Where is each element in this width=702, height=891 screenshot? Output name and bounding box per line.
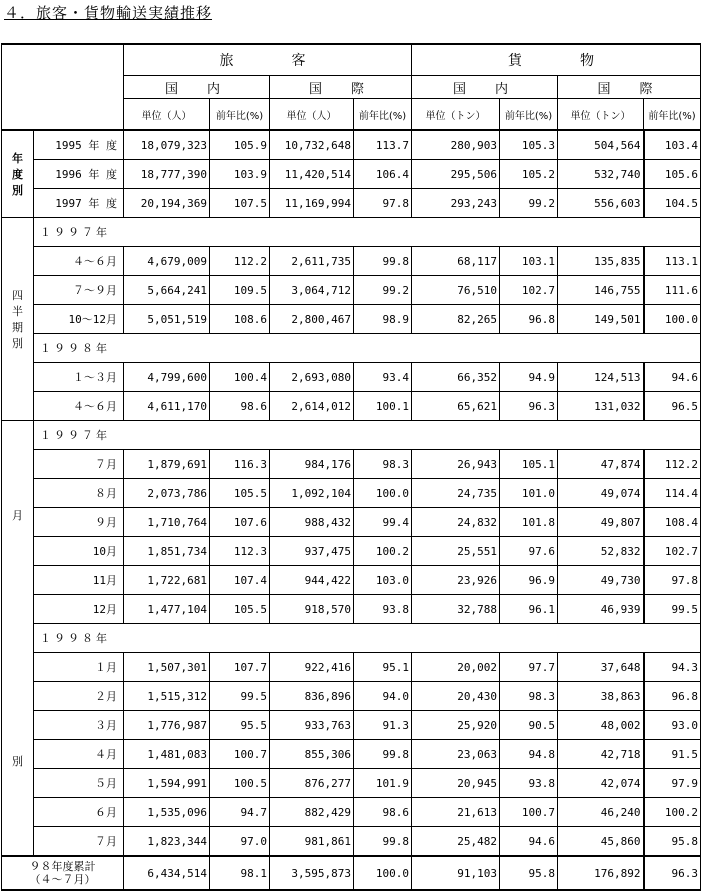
cell-c-dom: 68,117: [412, 247, 500, 276]
cell-p-int-r: 98.6: [354, 798, 412, 827]
cell-p-dom-r: 99.5: [210, 682, 270, 711]
table-row: [2, 595, 701, 624]
cell-c-int-r: 94.3: [644, 653, 701, 682]
row-label: ９月: [34, 508, 124, 537]
transport-results-table: [1, 43, 701, 891]
cell-p-dom: 20,194,369: [124, 189, 210, 218]
row-label: ３月: [34, 711, 124, 740]
cell-c-int: 46,939: [558, 595, 644, 624]
cell-c-dom: 32,788: [412, 595, 500, 624]
cell-c-int-r: 102.7: [644, 537, 701, 566]
total-row: [2, 856, 701, 890]
row-label: 12月: [34, 595, 124, 624]
cell-p-int: 937,475: [270, 537, 354, 566]
cell-c-dom: 293,243: [412, 189, 500, 218]
yoy-header: 前年比(%): [500, 99, 558, 131]
year-label: １９９７年: [34, 218, 701, 247]
cell-c-int: 532,740: [558, 160, 644, 189]
cell-p-dom: 1,477,104: [124, 595, 210, 624]
header-passenger-domestic: 国 内: [124, 76, 270, 99]
cell-p-dom: 1,776,987: [124, 711, 210, 740]
table-row: [2, 130, 701, 160]
cell-c-int: 47,874: [558, 450, 644, 479]
cell-p-int-r: 99.8: [354, 827, 412, 857]
cell-p-int: 981,861: [270, 827, 354, 857]
cell-c-int: 49,807: [558, 508, 644, 537]
cell-c-int-r: 105.6: [644, 160, 701, 189]
cell-c-dom: 20,002: [412, 653, 500, 682]
cell-p-dom-r: 105.5: [210, 479, 270, 508]
cell-c-dom-r: 94.9: [500, 363, 558, 392]
cell-c-dom: 26,943: [412, 450, 500, 479]
cell-c-dom-r: 105.1: [500, 450, 558, 479]
cell-c-dom-r: 93.8: [500, 769, 558, 798]
cell-c-int: 38,863: [558, 682, 644, 711]
year-label: １９９７年: [34, 421, 701, 450]
cell-c-int: 48,002: [558, 711, 644, 740]
row-label: 10～12月: [34, 305, 124, 334]
cell-p-int-r: 101.9: [354, 769, 412, 798]
cell-c-dom-r: 96.1: [500, 595, 558, 624]
year-label: １９９８年: [34, 624, 701, 653]
table-row: [2, 247, 701, 276]
cell-p-dom: 4,679,009: [124, 247, 210, 276]
cell-c-dom: 24,832: [412, 508, 500, 537]
cell-c-dom-r: 102.7: [500, 276, 558, 305]
table-row: [2, 450, 701, 479]
cell-p-int: 876,277: [270, 769, 354, 798]
cell-p-dom-r: 98.6: [210, 392, 270, 421]
cell-c-int-r: 108.4: [644, 508, 701, 537]
cell-p-int-r: 98.3: [354, 450, 412, 479]
cell-c-dom: 82,265: [412, 305, 500, 334]
table-row: [2, 769, 701, 798]
cell-c-int: 49,074: [558, 479, 644, 508]
cell-c-dom-r: 94.6: [500, 827, 558, 857]
row-label: １月: [34, 653, 124, 682]
cell-c-int: 131,032: [558, 392, 644, 421]
total-c-dom-r: 95.8: [500, 856, 558, 890]
cell-p-int-r: 94.0: [354, 682, 412, 711]
cell-p-int: 11,420,514: [270, 160, 354, 189]
unit-header: 単位（トン）: [412, 99, 500, 131]
cell-p-int: 944,422: [270, 566, 354, 595]
cell-c-dom-r: 101.0: [500, 479, 558, 508]
cell-c-dom-r: 105.2: [500, 160, 558, 189]
section-fiscal-year: 年 度 別: [2, 130, 34, 218]
cell-c-int: 504,564: [558, 130, 644, 160]
cell-c-dom: 25,920: [412, 711, 500, 740]
table-row: [2, 798, 701, 827]
cell-p-dom: 18,777,390: [124, 160, 210, 189]
row-label: ４～６月: [34, 247, 124, 276]
row-label: ６月: [34, 798, 124, 827]
cell-p-dom: 1,507,301: [124, 653, 210, 682]
cell-c-dom: 76,510: [412, 276, 500, 305]
header-passenger: 旅 客: [124, 44, 412, 76]
cell-p-int-r: 100.0: [354, 479, 412, 508]
cell-p-int-r: 113.7: [354, 130, 412, 160]
table-row: [2, 160, 701, 189]
cell-p-dom-r: 97.0: [210, 827, 270, 857]
row-label: １～３月: [34, 363, 124, 392]
cell-p-dom-r: 116.3: [210, 450, 270, 479]
cell-p-dom: 18,079,323: [124, 130, 210, 160]
total-c-int: 176,892: [558, 856, 644, 890]
cell-c-dom-r: 98.3: [500, 682, 558, 711]
cell-c-int-r: 94.6: [644, 363, 701, 392]
total-p-int: 3,595,873: [270, 856, 354, 890]
cell-p-int: 933,763: [270, 711, 354, 740]
cell-p-dom: 1,594,991: [124, 769, 210, 798]
cell-p-dom: 4,799,600: [124, 363, 210, 392]
cell-p-dom-r: 103.9: [210, 160, 270, 189]
cell-p-int-r: 93.8: [354, 595, 412, 624]
cell-c-dom: 66,352: [412, 363, 500, 392]
cell-c-dom-r: 96.9: [500, 566, 558, 595]
table-row: [2, 305, 701, 334]
year-label-row: [2, 421, 701, 450]
cell-c-dom: 23,063: [412, 740, 500, 769]
cell-p-int-r: 95.1: [354, 653, 412, 682]
row-label: ４～６月: [34, 392, 124, 421]
row-label: ８月: [34, 479, 124, 508]
cell-p-dom: 2,073,786: [124, 479, 210, 508]
cell-c-int: 49,730: [558, 566, 644, 595]
cell-c-dom-r: 96.8: [500, 305, 558, 334]
cell-c-int-r: 112.2: [644, 450, 701, 479]
header-cargo-international: 国 際: [558, 76, 701, 99]
header-cargo-domestic: 国 内: [412, 76, 558, 99]
cell-c-dom: 295,506: [412, 160, 500, 189]
row-label: 1997 年 度: [34, 189, 124, 218]
table-row: [2, 392, 701, 421]
header-passenger-international: 国 際: [270, 76, 412, 99]
cell-p-dom: 5,664,241: [124, 276, 210, 305]
yoy-header: 前年比(%): [354, 99, 412, 131]
cell-c-dom: 65,621: [412, 392, 500, 421]
cell-c-int: 135,835: [558, 247, 644, 276]
cell-c-dom-r: 97.7: [500, 653, 558, 682]
cell-c-int-r: 100.0: [644, 305, 701, 334]
cell-p-dom-r: 107.4: [210, 566, 270, 595]
yoy-header: 前年比(%): [210, 99, 270, 131]
cell-p-int: 2,800,467: [270, 305, 354, 334]
cell-c-int: 46,240: [558, 798, 644, 827]
table-row: [2, 566, 701, 595]
row-label: 11月: [34, 566, 124, 595]
cell-c-dom: 25,482: [412, 827, 500, 857]
cell-c-dom-r: 97.6: [500, 537, 558, 566]
cell-p-dom-r: 107.7: [210, 653, 270, 682]
cell-p-int-r: 99.4: [354, 508, 412, 537]
row-label: 1995 年 度: [34, 130, 124, 160]
cell-p-dom-r: 112.2: [210, 247, 270, 276]
cell-c-int: 42,074: [558, 769, 644, 798]
total-p-dom: 6,434,514: [124, 856, 210, 890]
cell-p-dom-r: 105.5: [210, 595, 270, 624]
cell-c-int-r: 114.4: [644, 479, 701, 508]
row-label: 1996 年 度: [34, 160, 124, 189]
cell-p-int-r: 99.2: [354, 276, 412, 305]
cell-p-dom: 1,535,096: [124, 798, 210, 827]
total-p-dom-r: 98.1: [210, 856, 270, 890]
cell-c-dom-r: 99.2: [500, 189, 558, 218]
year-label-row: [2, 334, 701, 363]
cell-p-int: 882,429: [270, 798, 354, 827]
table-row: [2, 479, 701, 508]
cell-c-dom: 20,945: [412, 769, 500, 798]
cell-c-dom-r: 105.3: [500, 130, 558, 160]
cell-p-dom-r: 107.6: [210, 508, 270, 537]
cell-c-dom: 21,613: [412, 798, 500, 827]
cell-c-int-r: 103.4: [644, 130, 701, 160]
cell-c-dom: 25,551: [412, 537, 500, 566]
cell-c-dom-r: 101.8: [500, 508, 558, 537]
cell-c-dom-r: 94.8: [500, 740, 558, 769]
cell-c-dom-r: 100.7: [500, 798, 558, 827]
unit-header: 単位（人）: [270, 99, 354, 131]
cell-p-int-r: 100.2: [354, 537, 412, 566]
cell-c-int-r: 95.8: [644, 827, 701, 857]
cell-c-int-r: 97.8: [644, 566, 701, 595]
cell-p-int: 10,732,648: [270, 130, 354, 160]
cell-p-int: 988,432: [270, 508, 354, 537]
cell-p-dom-r: 94.7: [210, 798, 270, 827]
total-p-int-r: 100.0: [354, 856, 412, 890]
row-label: ７～９月: [34, 276, 124, 305]
cell-c-int-r: 104.5: [644, 189, 701, 218]
cell-p-int-r: 100.1: [354, 392, 412, 421]
cell-c-int: 124,513: [558, 363, 644, 392]
row-label: ７月: [34, 827, 124, 857]
cell-p-dom-r: 107.5: [210, 189, 270, 218]
table-row: [2, 653, 701, 682]
cell-p-int: 2,614,012: [270, 392, 354, 421]
table-row: [2, 682, 701, 711]
yoy-header: 前年比(%): [644, 99, 701, 131]
cell-p-int: 836,896: [270, 682, 354, 711]
section-quarterly: 四 半 期 別: [2, 218, 34, 421]
unit-header: 単位（人）: [124, 99, 210, 131]
cell-p-dom: 1,515,312: [124, 682, 210, 711]
cell-p-int-r: 99.8: [354, 247, 412, 276]
cell-p-dom: 1,879,691: [124, 450, 210, 479]
cell-c-int: 556,603: [558, 189, 644, 218]
cell-c-int-r: 111.6: [644, 276, 701, 305]
cell-p-dom-r: 100.7: [210, 740, 270, 769]
cell-c-int: 42,718: [558, 740, 644, 769]
cell-c-int: 149,501: [558, 305, 644, 334]
cell-p-dom: 1,722,681: [124, 566, 210, 595]
total-label-line2: （４～７月）: [29, 873, 96, 886]
total-label-line1: ９８年度累計: [29, 860, 96, 873]
cell-c-int: 146,755: [558, 276, 644, 305]
cell-c-dom-r: 96.3: [500, 392, 558, 421]
cell-p-int-r: 93.4: [354, 363, 412, 392]
cell-c-dom: 280,903: [412, 130, 500, 160]
cell-p-int: 2,611,735: [270, 247, 354, 276]
cell-c-int: 37,648: [558, 653, 644, 682]
table-row: [2, 189, 701, 218]
table-row: [2, 711, 701, 740]
cell-c-int: 45,860: [558, 827, 644, 857]
cell-p-int-r: 98.9: [354, 305, 412, 334]
row-label: ７月: [34, 450, 124, 479]
cell-p-int: 1,092,104: [270, 479, 354, 508]
cell-p-int: 855,306: [270, 740, 354, 769]
cell-p-dom-r: 105.9: [210, 130, 270, 160]
cell-p-dom-r: 108.6: [210, 305, 270, 334]
cell-p-dom-r: 100.4: [210, 363, 270, 392]
section-monthly: 月 別: [2, 421, 34, 857]
cell-p-dom-r: 112.3: [210, 537, 270, 566]
cell-c-dom: 23,926: [412, 566, 500, 595]
cell-c-int-r: 91.5: [644, 740, 701, 769]
row-label: ４月: [34, 740, 124, 769]
cell-p-int-r: 91.3: [354, 711, 412, 740]
table-row: [2, 276, 701, 305]
cell-p-dom: 1,823,344: [124, 827, 210, 857]
table-row: [2, 537, 701, 566]
cell-c-int-r: 96.5: [644, 392, 701, 421]
cell-c-dom-r: 90.5: [500, 711, 558, 740]
table-row: [2, 827, 701, 857]
cell-p-dom-r: 100.5: [210, 769, 270, 798]
cell-p-int-r: 97.8: [354, 189, 412, 218]
cell-c-dom-r: 103.1: [500, 247, 558, 276]
cell-p-int: 918,570: [270, 595, 354, 624]
cell-p-dom: 1,710,764: [124, 508, 210, 537]
table-row: [2, 508, 701, 537]
year-label-row: [2, 218, 701, 247]
cell-p-dom-r: 95.5: [210, 711, 270, 740]
total-row-label: [2, 856, 124, 890]
cell-p-int: 11,169,994: [270, 189, 354, 218]
cell-p-int-r: 99.8: [354, 740, 412, 769]
cell-c-int-r: 99.5: [644, 595, 701, 624]
cell-p-int-r: 103.0: [354, 566, 412, 595]
cell-c-int-r: 100.2: [644, 798, 701, 827]
cell-p-int: 2,693,080: [270, 363, 354, 392]
cell-p-dom: 4,611,170: [124, 392, 210, 421]
cell-c-int-r: 97.9: [644, 769, 701, 798]
table-row: [2, 740, 701, 769]
cell-c-int-r: 113.1: [644, 247, 701, 276]
total-c-dom: 91,103: [412, 856, 500, 890]
unit-header: 単位（トン）: [558, 99, 644, 131]
table-row: [2, 363, 701, 392]
row-label: ２月: [34, 682, 124, 711]
cell-c-int: 52,832: [558, 537, 644, 566]
cell-p-int: 3,064,712: [270, 276, 354, 305]
total-c-int-r: 96.3: [644, 856, 701, 890]
cell-p-int: 922,416: [270, 653, 354, 682]
cell-c-dom: 20,430: [412, 682, 500, 711]
cell-c-int-r: 96.8: [644, 682, 701, 711]
page-title: ４．旅客・貨物輸送実績推移: [4, 4, 213, 22]
cell-p-dom-r: 109.5: [210, 276, 270, 305]
year-label: １９９８年: [34, 334, 701, 363]
cell-p-int: 984,176: [270, 450, 354, 479]
row-label: ５月: [34, 769, 124, 798]
year-label-row: [2, 624, 701, 653]
cell-p-int-r: 106.4: [354, 160, 412, 189]
cell-p-dom: 1,481,083: [124, 740, 210, 769]
cell-p-dom: 1,851,734: [124, 537, 210, 566]
corner-cell: [2, 44, 124, 130]
cell-c-dom: 24,735: [412, 479, 500, 508]
row-label: 10月: [34, 537, 124, 566]
cell-p-dom: 5,051,519: [124, 305, 210, 334]
cell-c-int-r: 93.0: [644, 711, 701, 740]
header-cargo: 貨 物: [412, 44, 701, 76]
